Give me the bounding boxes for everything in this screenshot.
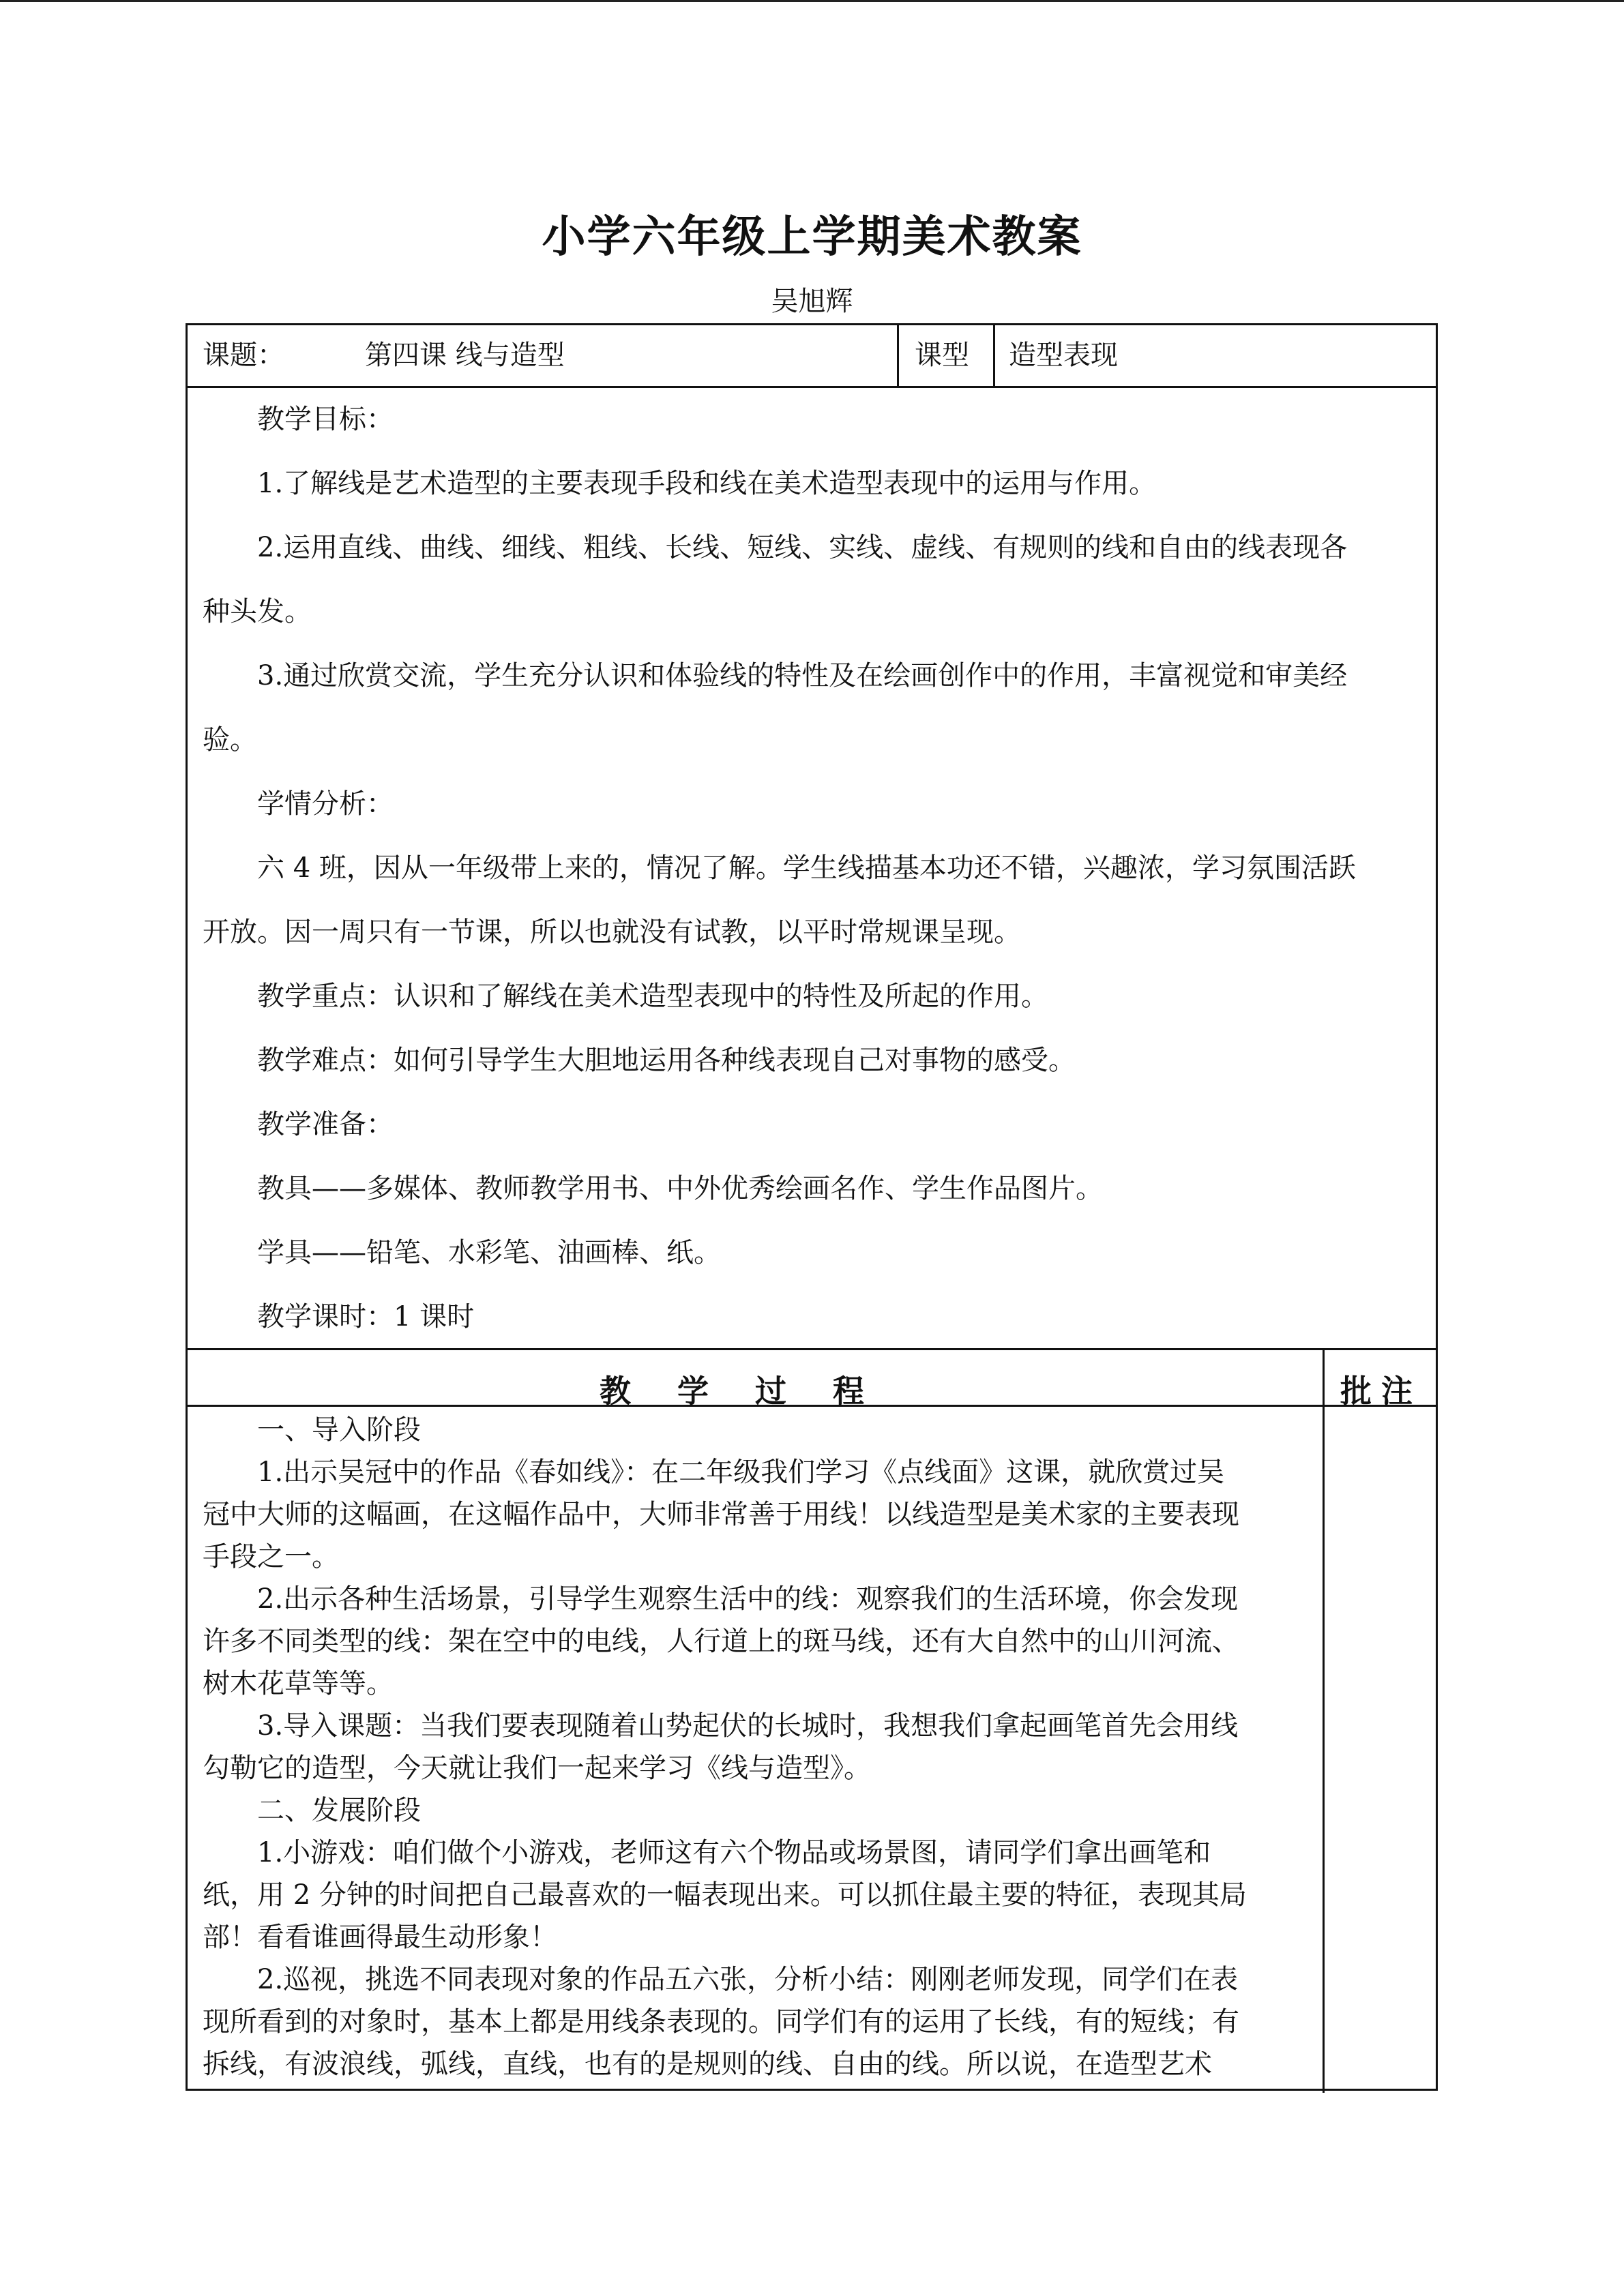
process-line: 2.巡视，挑选不同表现对象的作品五六张，分析小结：刚刚老师发现，同学们在表 xyxy=(257,1964,1239,1995)
process-line: 手段之一。 xyxy=(203,1541,339,1572)
objective-line: 开放。因一周只有一节课，所以也就没有试教，以平时常规课呈现。 xyxy=(203,916,1021,948)
process-line: 部！看看谁画得最生动形象！ xyxy=(203,1922,557,1953)
objective-line: 学具——铅笔、水彩笔、油画棒、纸。 xyxy=(257,1237,721,1268)
objective-line: 2.运用直线、曲线、细线、粗线、长线、短线、实线、虚线、有规则的线和自由的线表现各 xyxy=(257,532,1348,563)
process-header: 教学过程 xyxy=(600,1373,911,1410)
col-divider-type xyxy=(993,325,995,386)
objective-line: 教学重点：认识和了解线在美术造型表现中的特性及所起的作用。 xyxy=(257,981,1048,1012)
objective-line: 教学课时：1 课时 xyxy=(257,1301,475,1332)
process-line: 拆线，有波浪线，弧线，直线，也有的是规则的线、自由的线。所以说，在造型艺术 xyxy=(203,2048,1212,2080)
process-line: 1.小游戏：咱们做个小游戏，老师这有六个物品或场景图，请同学们拿出画笔和 xyxy=(257,1837,1211,1868)
notes-header: 批注 xyxy=(1340,1373,1422,1410)
process-line: 二、发展阶段 xyxy=(257,1795,421,1826)
col-divider-notes xyxy=(1323,1348,1325,2093)
type-value: 造型表现 xyxy=(1009,340,1118,371)
objective-line: 学情分析： xyxy=(257,788,394,820)
objective-line: 教学难点：如何引导学生大胆地运用各种线表现自己对事物的感受。 xyxy=(257,1045,1076,1076)
process-line: 勾勒它的造型，今天就让我们一起来学习《线与造型》。 xyxy=(203,1753,871,1784)
row-divider-objectives xyxy=(188,1348,1436,1350)
process-line: 一、导入阶段 xyxy=(257,1414,421,1446)
objective-line: 教具——多媒体、教师教学用书、中外优秀绘画名作、学生作品图片。 xyxy=(257,1173,1103,1204)
process-line: 3.导入课题：当我们要表现随着山势起伏的长城时，我想我们拿起画笔首先会用线 xyxy=(257,1710,1239,1742)
lesson-plan-table xyxy=(186,323,1438,2091)
process-line: 纸，用 2 分钟的时间把自己最喜欢的一幅表现出来。可以抓住最主要的特征，表现其局 xyxy=(203,1879,1247,1911)
author-name: 吴旭辉 xyxy=(771,286,853,317)
document-title: 小学六年级上学期美术教案 xyxy=(542,211,1082,263)
objective-line: 六 4 班，因从一年级带上来的，情况了解。学生线描基本功还不错，兴趣浓，学习氛围活跃 xyxy=(257,852,1356,884)
topic-value: 第四课 线与造型 xyxy=(365,340,565,371)
objective-line: 教学准备： xyxy=(257,1109,394,1140)
process-line: 1.出示吴冠中的作品《春如线》：在二年级我们学习《点线面》这课，就欣赏过吴 xyxy=(257,1457,1225,1488)
col-divider-topic xyxy=(897,325,899,386)
process-line: 2.出示各种生活场景，引导学生观察生活中的线：观察我们的生活环境，你会发现 xyxy=(257,1583,1239,1615)
top-border-line xyxy=(0,0,1624,2)
topic-label: 课题： xyxy=(203,340,284,371)
objective-line: 3.通过欣赏交流，学生充分认识和体验线的特性及在绘画创作中的作用，丰富视觉和审美经 xyxy=(257,660,1348,691)
row-divider-header xyxy=(188,386,1436,388)
objective-line: 教学目标： xyxy=(257,404,394,435)
objective-line: 验。 xyxy=(203,724,257,756)
process-line: 树木花草等等。 xyxy=(203,1668,394,1699)
type-label: 课型 xyxy=(915,340,969,371)
process-line: 冠中大师的这幅画，在这幅作品中，大师非常善于用线！以线造型是美术家的主要表现 xyxy=(203,1499,1239,1530)
process-line: 许多不同类型的线：架在空中的电线，人行道上的斑马线，还有大自然中的山川河流、 xyxy=(203,1626,1239,1657)
objective-line: 种头发。 xyxy=(203,596,312,627)
process-line: 现所看到的对象时，基本上都是用线条表现的。同学们有的运用了长线，有的短线；有 xyxy=(203,2006,1239,2038)
objective-line: 1.了解线是艺术造型的主要表现手段和线在美术造型表现中的运用与作用。 xyxy=(257,468,1157,499)
